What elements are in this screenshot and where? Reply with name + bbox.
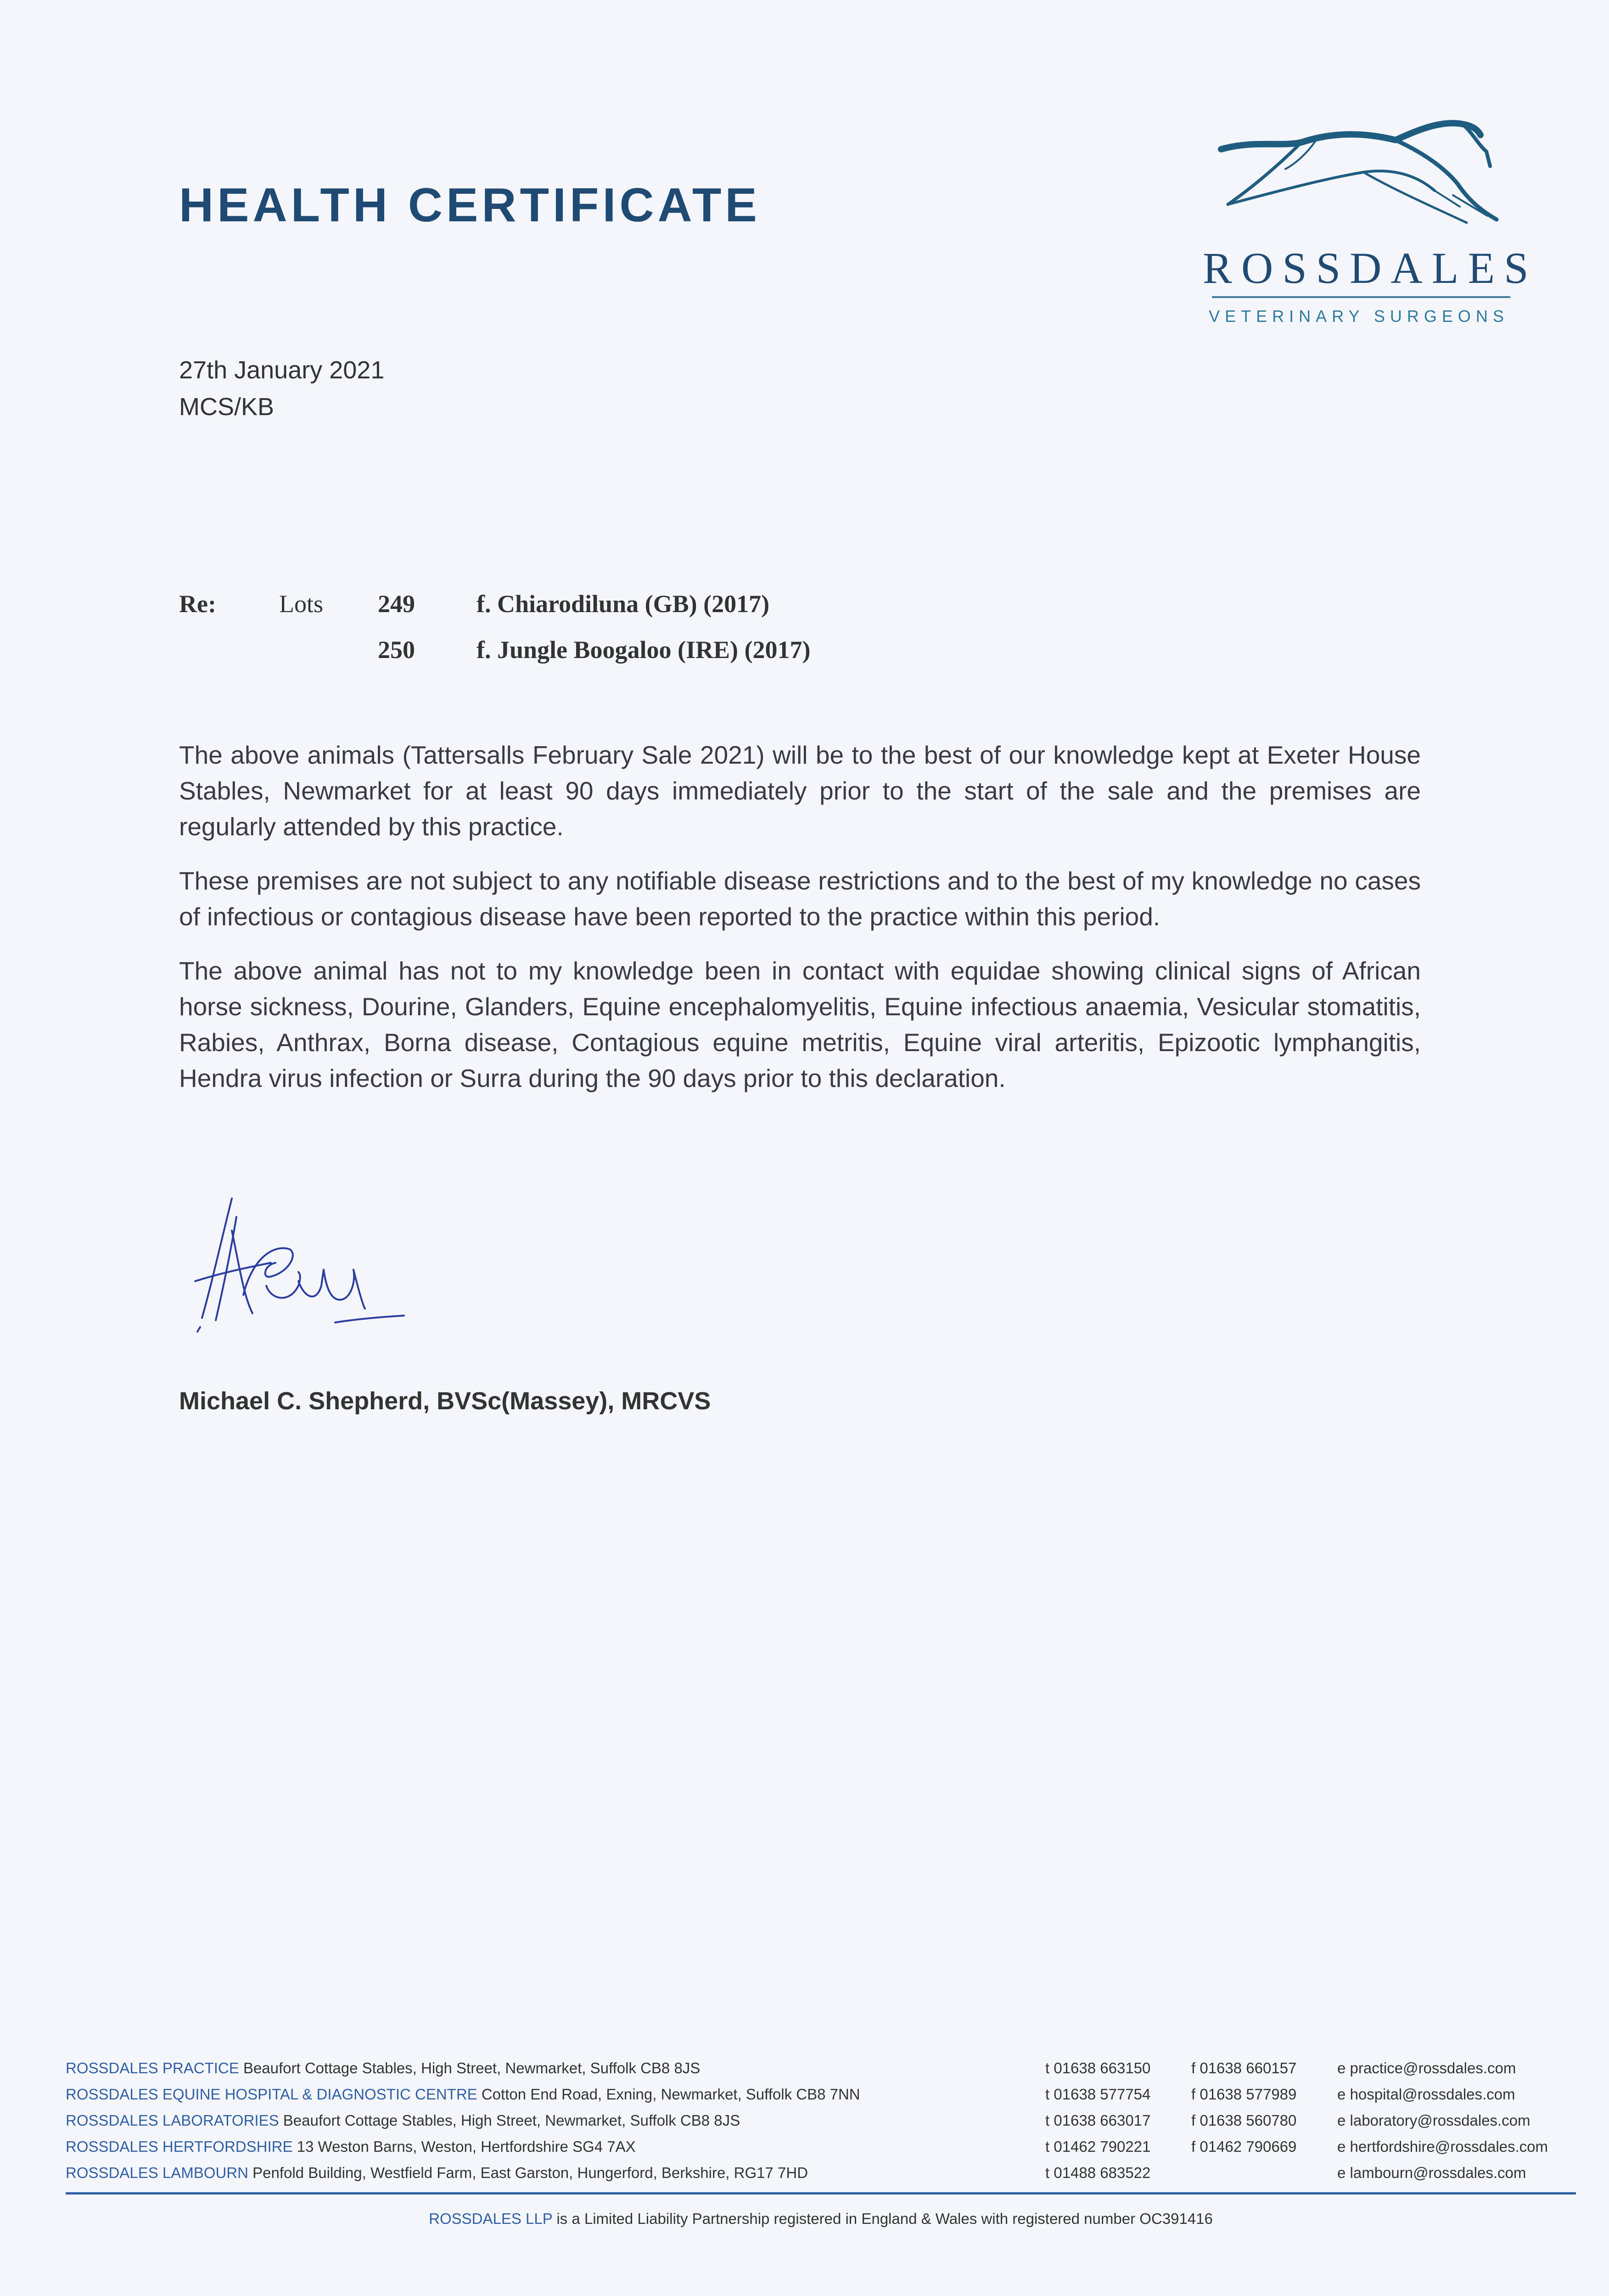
location-fax: f 01462 790669 [1191,2138,1297,2155]
lot-row [179,581,811,627]
letterhead-footer [66,2055,1576,2228]
location-address: Beaufort Cottage Stables, High Street, Newmarket, Suffolk CB8 8JS [283,2111,740,2129]
location-org: ROSSDALES LABORATORIES [66,2111,279,2129]
rossdales-logo [1203,115,1538,335]
location-email[interactable]: e lambourn@rossdales.com [1337,2164,1526,2181]
location-address: Cotton End Road, Exning, Newmarket, Suffolk CB8 7NN [481,2085,860,2103]
location-address: Penfold Building, Westfield Farm, East Garston, Hungerford, Berkshire, RG17 7HD [252,2164,808,2181]
location-phone: t 01638 577754 [1045,2085,1151,2103]
location-phone: t 01638 663150 [1045,2059,1151,2077]
logo-wordmark: ROSSDALES [1203,243,1538,293]
lot-description: f. Jungle Boogaloo (IRE) (2017) [477,636,811,664]
footer-divider [66,2192,1576,2195]
location-email[interactable]: e hertfordshire@rossdales.com [1337,2138,1548,2155]
location-org: ROSSDALES HERTFORDSHIRE [66,2138,293,2155]
location-row [66,2055,1576,2081]
location-row [66,2133,1576,2160]
logo-subtitle: VETERINARY SURGEONS [1209,307,1509,326]
llp-text: is a Limited Liability Partnership registered in England & Wales with registered number OC391416 [556,2210,1213,2227]
location-address: 13 Weston Barns, Weston, Hertfordshire SG4 7AX [297,2138,636,2155]
handwritten-signature [184,1189,422,1341]
body-paragraph: The above animal has not to my knowledge been in contact with equidae showing clinical signs of African horse sickness, Dourine, Glanders, Equine encephalomyelitis, Equine infectious anaemia, Vesicular stomatitis, Rabies, Anthrax, Borna disease, Contagious equine metritis, Equine viral arteritis, Epizootic lymphangitis, Hendra virus infection or Surra during the 90 days prior to this declaration. [179,957,1421,1092]
re-label: Re: [179,590,216,618]
location-fax: f 01638 560780 [1191,2111,1297,2129]
location-email[interactable]: e practice@rossdales.com [1337,2059,1516,2077]
location-email[interactable]: e hospital@rossdales.com [1337,2085,1515,2103]
lot-row [179,627,811,673]
certificate-title: HEALTH CERTIFICATE [179,179,761,232]
location-email[interactable]: e laboratory@rossdales.com [1337,2111,1531,2129]
llp-registration [66,2210,1576,2228]
location-org: ROSSDALES EQUINE HOSPITAL & DIAGNOSTIC CENTRE [66,2085,477,2103]
signer-name: Michael C. Shepherd, BVSc(Massey), MRCVS [179,1387,711,1415]
location-phone: t 01462 790221 [1045,2138,1151,2155]
location-row [66,2081,1576,2107]
location-row [66,2160,1576,2186]
horse-logo-icon [1203,115,1515,234]
lot-description: f. Chiarodiluna (GB) (2017) [477,590,770,618]
body-paragraph: These premises are not subject to any notifiable disease restrictions and to the best of my knowledge no cases of infectious or contagious disease have been reported to the practice within this period. [179,867,1421,931]
location-fax: f 01638 577989 [1191,2085,1297,2103]
location-fax: f 01638 660157 [1191,2059,1297,2077]
location-fax [1191,2160,1337,2186]
llp-org: ROSSDALES LLP [429,2210,553,2227]
location-phone: t 01638 663017 [1045,2111,1151,2129]
logo-divider [1212,296,1510,298]
location-row [66,2107,1576,2133]
lot-number: 250 [378,636,415,664]
letter-meta [179,352,384,425]
location-phone: t 01488 683522 [1045,2164,1151,2181]
lots-label: Lots [279,590,324,618]
certificate-body [179,737,1421,1114]
locations-table [66,2055,1576,2186]
location-address: Beaufort Cottage Stables, High Street, Newmarket, Suffolk CB8 8JS [243,2059,701,2077]
location-org: ROSSDALES PRACTICE [66,2059,239,2077]
letter-date: 27th January 2021 [179,356,385,384]
letter-reference: MCS/KB [179,393,275,421]
location-org: ROSSDALES LAMBOURN [66,2164,248,2181]
lot-number: 249 [378,590,415,618]
body-paragraph: The above animals (Tattersalls February Sale 2021) will be to the best of our knowledge kept at Exeter House Stables, Newmarket for at least 90 days immediately prior to the start of the sale and the premises are regularly attended by this practice. [179,741,1421,841]
re-lots-table [179,581,811,673]
